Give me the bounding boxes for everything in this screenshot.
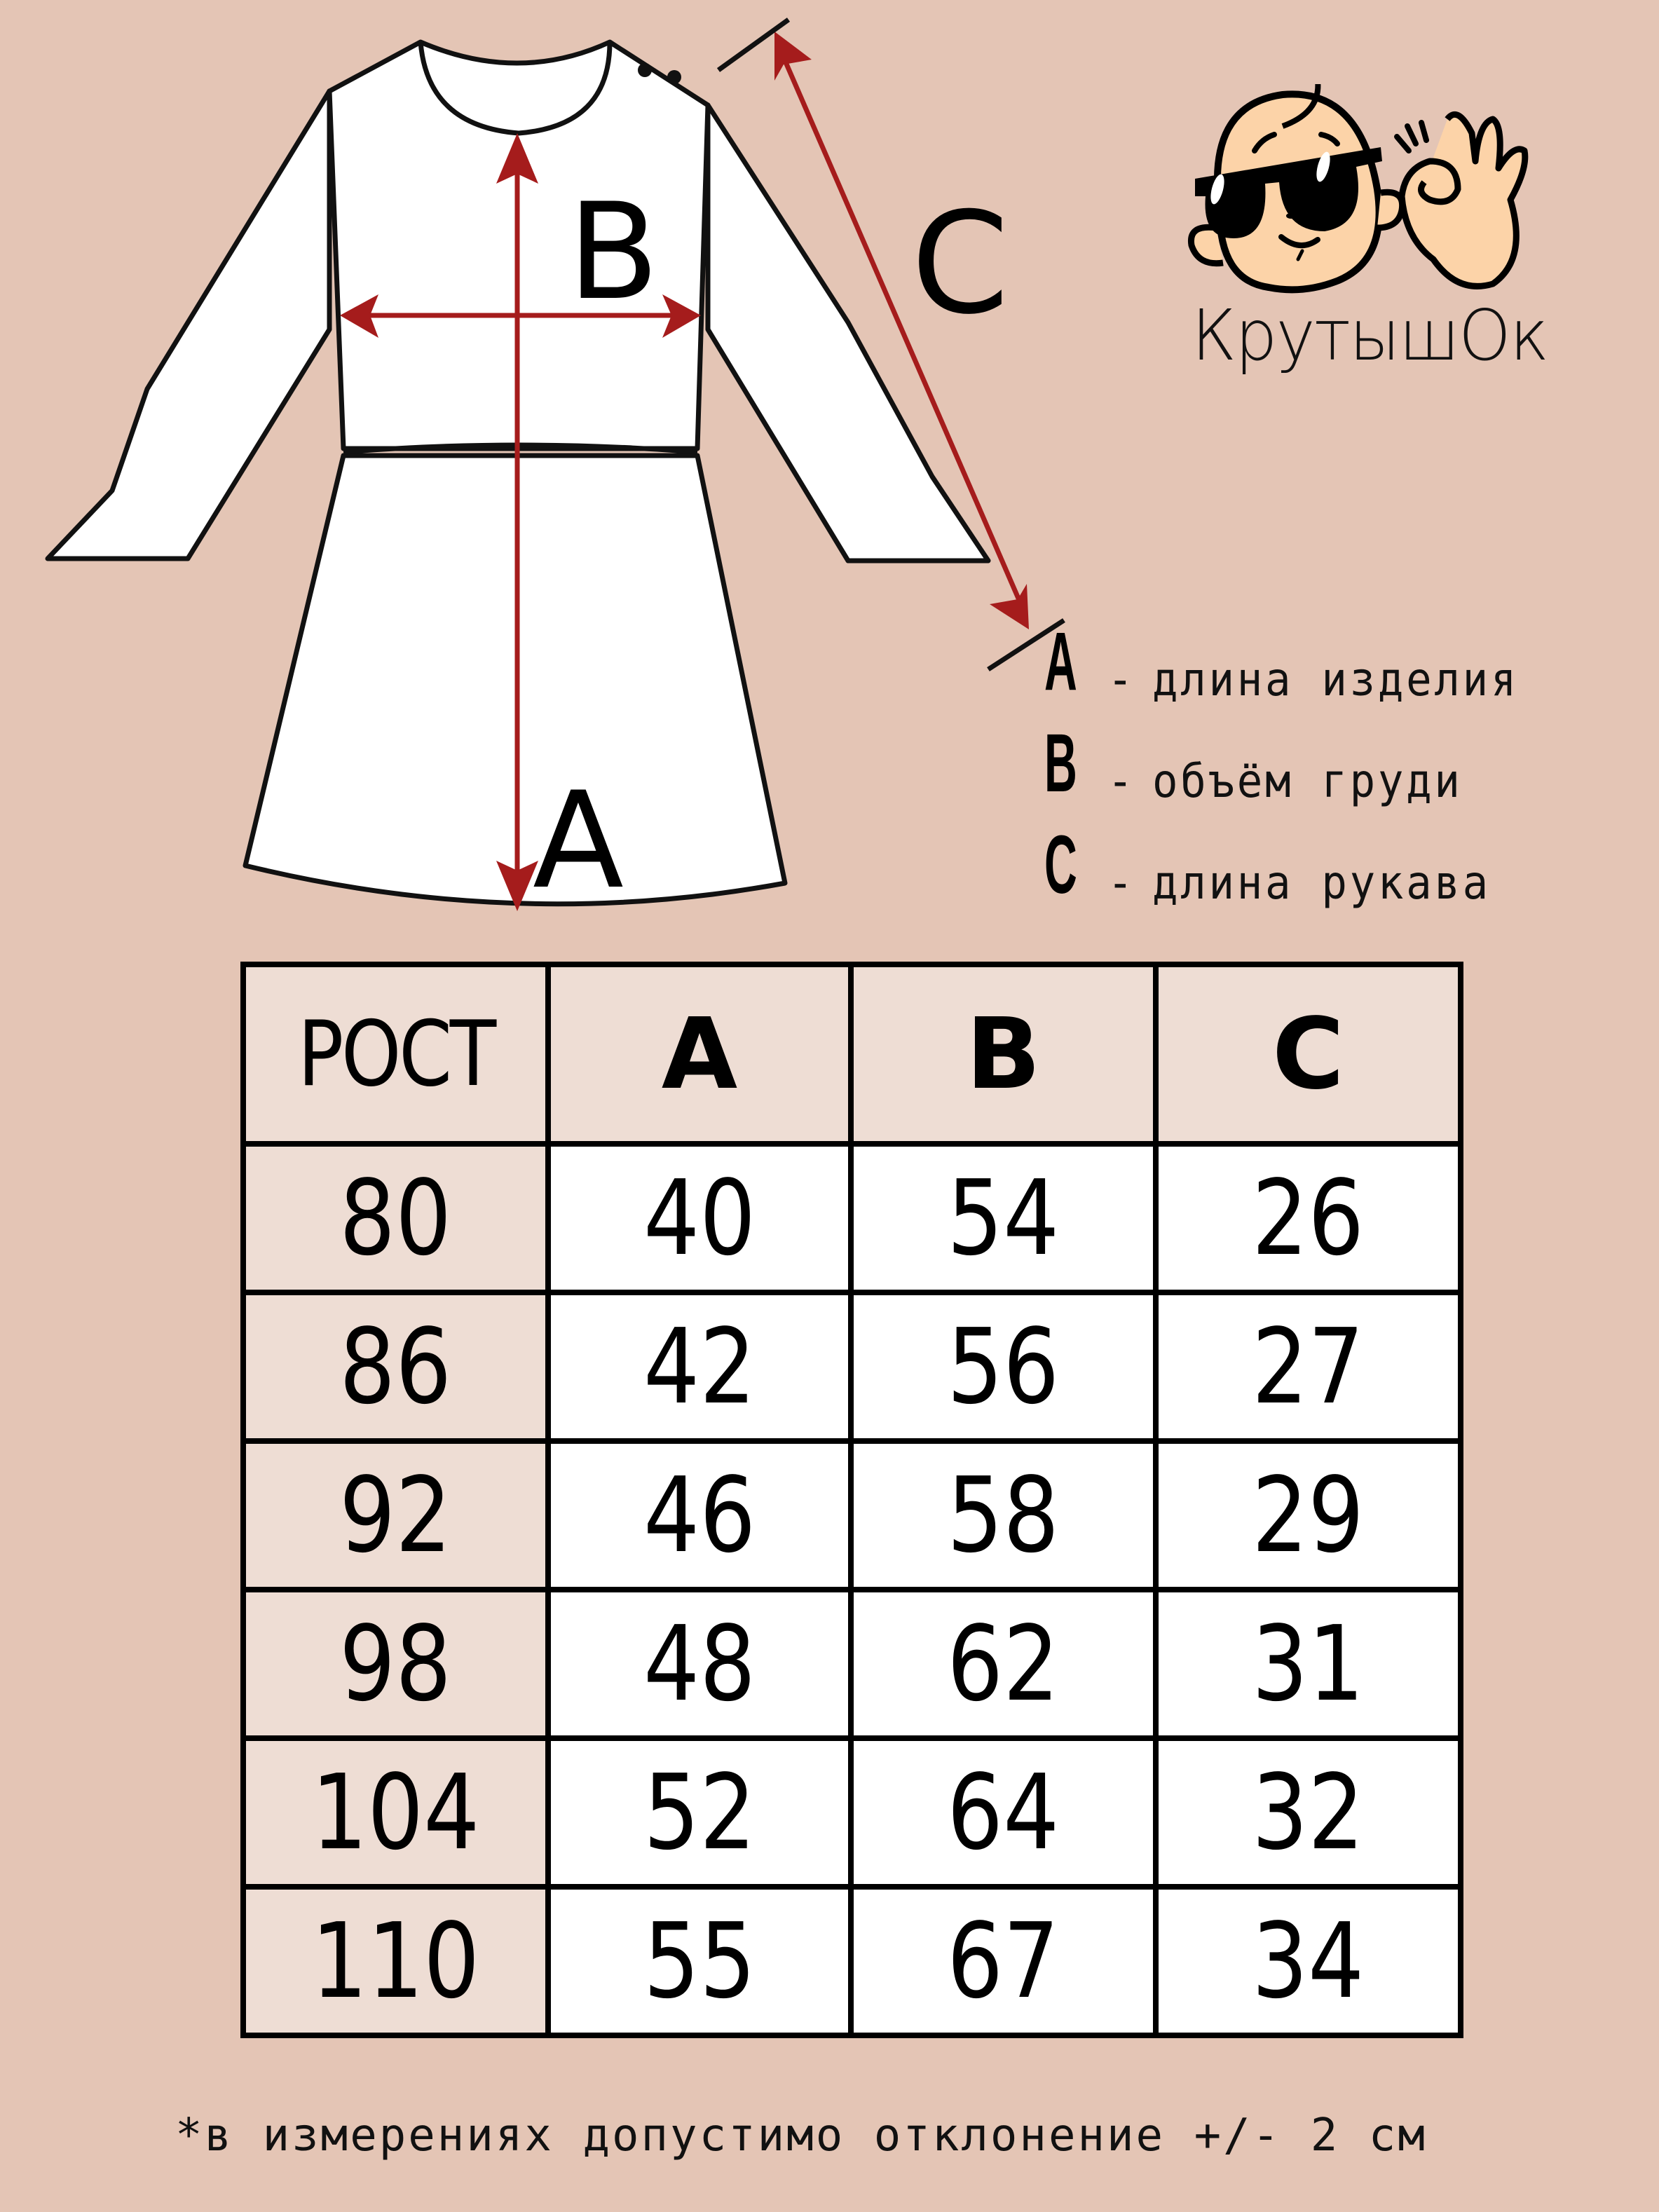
cell-height: 110 — [243, 1887, 548, 2035]
cell-a: 42 — [548, 1292, 851, 1441]
cell-c: 32 — [1156, 1738, 1461, 1887]
legend-description: объём груди — [1152, 754, 1463, 808]
cell-a: 55 — [548, 1887, 851, 2035]
legend-item-b — [1044, 717, 1489, 810]
legend-letter: A — [1044, 615, 1077, 708]
table-row — [243, 1292, 1461, 1441]
button-dot-icon — [667, 70, 681, 84]
cell-b: 62 — [851, 1590, 1156, 1738]
cell-height: 86 — [243, 1292, 548, 1441]
diagram-label-b: B — [568, 175, 660, 329]
legend-description: длина рукава — [1152, 856, 1491, 910]
legend-letter: B — [1044, 717, 1077, 810]
header-c: C — [1156, 964, 1461, 1144]
legend-item-c — [1044, 819, 1520, 911]
table-header-row — [243, 964, 1461, 1144]
legend-dash: - — [1107, 653, 1136, 706]
legend-dash: - — [1107, 754, 1136, 808]
legend-item-a — [1044, 615, 1550, 708]
cell-c: 34 — [1156, 1887, 1461, 2035]
legend-dash: - — [1107, 856, 1136, 910]
cell-b: 56 — [851, 1292, 1156, 1441]
table-row — [243, 1144, 1461, 1292]
table-row — [243, 1441, 1461, 1590]
legend-letter: C — [1044, 819, 1077, 911]
cell-height: 104 — [243, 1738, 548, 1887]
header-a: A — [548, 964, 851, 1144]
diagram-label-c: C — [911, 182, 1009, 346]
cell-c: 31 — [1156, 1590, 1461, 1738]
cell-c: 29 — [1156, 1441, 1461, 1590]
brand-name: КрутышОк — [1192, 294, 1548, 376]
header-height: РОСТ — [243, 964, 548, 1144]
cell-c: 27 — [1156, 1292, 1461, 1441]
size-table — [240, 962, 1463, 2038]
cell-height: 80 — [243, 1144, 548, 1292]
cell-a: 40 — [548, 1144, 851, 1292]
dress-measurement-diagram — [0, 0, 1093, 911]
cell-a: 52 — [548, 1738, 851, 1887]
tolerance-note: *в измерениях допустимо отклонение +/- 2 см — [175, 2110, 1427, 2162]
button-dot-icon — [638, 63, 652, 77]
cell-b: 67 — [851, 1887, 1156, 2035]
table-row — [243, 1590, 1461, 1738]
header-b: B — [851, 964, 1156, 1144]
cell-a: 48 — [548, 1590, 851, 1738]
cell-b: 64 — [851, 1738, 1156, 1887]
diagram-label-a: A — [533, 763, 624, 911]
table-row — [243, 1738, 1461, 1887]
table-row — [243, 1887, 1461, 2035]
cell-a: 46 — [548, 1441, 851, 1590]
cell-height: 92 — [243, 1441, 548, 1590]
cell-b: 58 — [851, 1441, 1156, 1590]
cell-c: 26 — [1156, 1144, 1461, 1292]
cell-b: 54 — [851, 1144, 1156, 1292]
legend-description: длина изделия — [1152, 653, 1519, 706]
cell-height: 98 — [243, 1590, 548, 1738]
